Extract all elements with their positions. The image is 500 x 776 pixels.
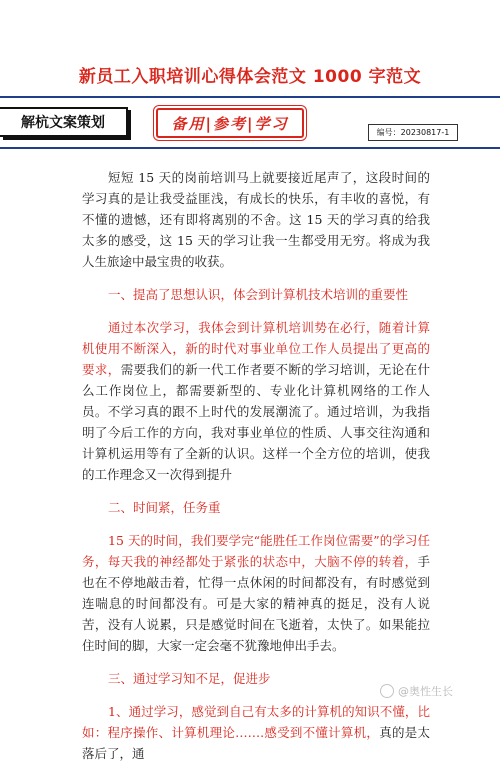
watermark-logo-icon: [380, 684, 394, 698]
paragraph-section-3: [82, 701, 430, 764]
watermark-text: @奥性生长: [398, 685, 453, 698]
section-heading-3: 三、通过学习知不足，促进步: [108, 671, 271, 686]
brand-label: 解杭文案策划: [0, 107, 128, 137]
watermark: [380, 682, 453, 700]
document-title: 新员工入职培训心得体会范文 1000 字范文: [78, 67, 422, 87]
paragraph-section-1: [82, 317, 430, 485]
highlight-text: 通过本次学习，我体会到计算机培训势在必行，随着计算机使用不断深入，新的时代对事业单位工作人员提出了更高的要求，: [82, 320, 430, 377]
document-body: [82, 167, 430, 776]
banner-top-rule: [0, 96, 500, 98]
body-text: 手也在不停地敲击着，忙得一点休闲的时间都没有，有时感觉到连喘息的时间都没有。可是大家的精神真的挺足，没有人说苦，没有人说累，只是感觉时间在飞逝着，太快了。如果能拉住时间的脚，大家一定会毫不犹豫地伸出手去。: [82, 554, 430, 653]
highlight-text: 15 天的时间，我们要学完“能胜任工作岗位需要”的学习任务，每天我的神经都处于紧张的状态中，大脑不停的转着，: [82, 533, 430, 569]
paragraph-intro: 短短 15 天的岗前培训马上就要接近尾声了，这段时间的学习真的是让我受益匪浅，有成长的快乐，有丰收的喜悦，有不懂的遗憾，还有即将离别的不舍。这 15 天的学习真的给我太多的感受，这 15 天的学习让我一生都受用无穷。将成为我人生旅途中最宝贵的收获。: [82, 170, 430, 269]
section-heading-2: 二、时间紧，任务重: [108, 500, 221, 515]
body-text: 需要我们的新一代工作者要不断的学习培训，无论在什么工作岗位上，都需要新型的、专业化计算机网络的工作人员。不学习真的跟不上时代的发展潮流了。通过培训，为我指明了今后工作的方向，我对事业单位的性质、人事交往沟通和计算机运用等有了全新的认识。这样一个全方位的培训，使我的工作理念又一次得到提升: [82, 362, 430, 482]
document-code: 编号：20230817-1: [368, 124, 458, 141]
section-heading-1: 一、提高了思想认识，体会到计算机技术培训的重要性: [108, 287, 409, 302]
body-text: 真的是太落后了，通: [82, 725, 430, 761]
paragraph-section-2: [82, 530, 430, 656]
highlight-text: 1、通过学习，感觉到自己有太多的计算机的知识不懂，比如：程序操作、计算机理论…….感受到不懂计算机，: [82, 704, 430, 740]
banner-bottom-rule: [0, 147, 500, 149]
reference-stamp: 备用|参考|学习: [156, 108, 304, 138]
